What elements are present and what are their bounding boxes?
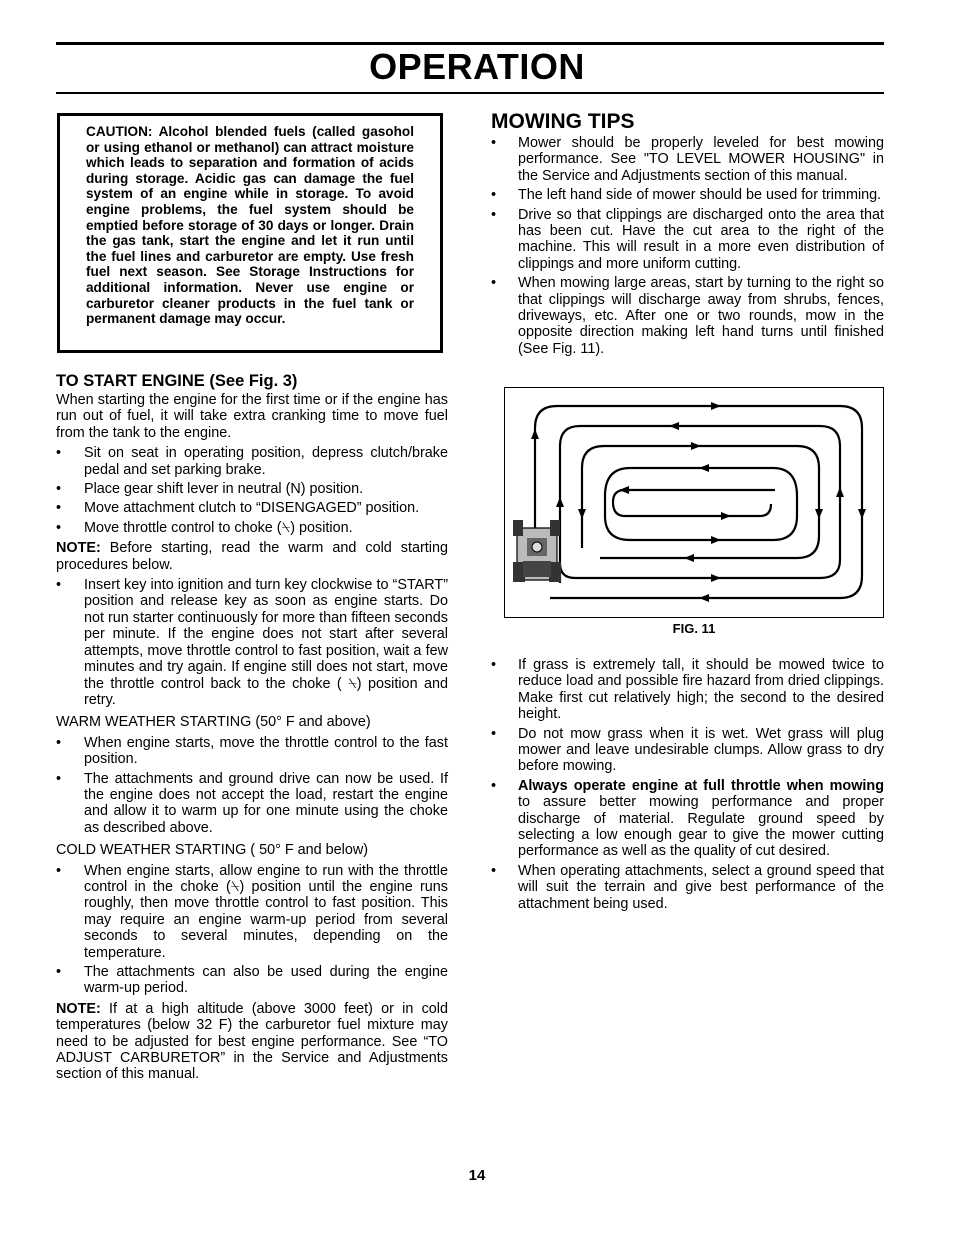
step-text: Move throttle control to choke (⍀) position.	[84, 519, 353, 536]
step-text: Sit on seat in operating position, depress clutch/brake pedal and set parking brake.	[84, 445, 448, 478]
list-item	[56, 481, 448, 497]
tip-text: to assure better mowing performance and proper discharge of material. Regulate ground speed by selecting a low enough gear to give the mower cutting performance as well as the quality of cut desired.	[518, 794, 884, 860]
note-paragraph	[56, 1001, 448, 1083]
bullet: •	[56, 577, 62, 594]
bullet: •	[56, 481, 62, 498]
fig-11-diagram	[504, 387, 884, 618]
bullet: •	[56, 964, 62, 980]
bullet: •	[56, 734, 62, 751]
bullet: •	[56, 445, 62, 462]
step-text: Move attachment clutch to “DISENGAGED” position.	[84, 500, 420, 517]
list-item	[56, 500, 448, 516]
bullet: •	[491, 187, 497, 204]
start-engine-heading: TO START ENGINE (See Fig. 3)	[56, 372, 298, 390]
bullet: •	[491, 206, 497, 223]
caution-box	[57, 113, 443, 353]
page-title: OPERATION	[369, 46, 585, 87]
tip-text: Do not mow grass when it is wet. Wet grass will plug mower and leave undesirable clumps. Allow grass to dry before mowing.	[518, 725, 884, 775]
page-number: 14	[468, 1167, 486, 1184]
cold-weather-heading: COLD WEATHER STARTING ( 50° F and below)	[56, 842, 369, 859]
step-text: The attachments and ground drive can now be used. If the engine does not accept the load, restart the engine and allow it to warm up for one minute using the choke as described above.	[84, 770, 448, 836]
insert-key-list	[56, 577, 448, 708]
list-item	[491, 135, 884, 184]
bullet: •	[56, 500, 62, 517]
note-text: Before starting, read the warm and cold starting procedures below.	[56, 540, 448, 573]
list-item	[491, 778, 884, 860]
third-path	[582, 446, 819, 558]
caution-text: CAUTION: Alcohol blended fuels (called gasohol or using ethanol or methanol) can attract moisture which leads to separation and formation of acids during storage. Acidic gas can damage the fuel system of an engine while in storage. To avoid engine problems, the fuel system should be emptied before storage of 30 days or longer. Drain the gas tank, start the engine and let it run until the fuel lines and carburetor are empty. Use fresh fuel next season. See Storage Instructions for additional information. Never use engine or carburetor cleaner products in the fuel tank or permanent damage may occur.	[86, 124, 414, 327]
fourth-path	[605, 468, 797, 540]
start-steps-list	[56, 445, 448, 536]
bullet: •	[56, 770, 62, 787]
step-text: Place gear shift lever in neutral (N) position.	[84, 481, 364, 498]
warm-steps-list	[56, 735, 448, 836]
tip-text: The left hand side of mower should be used for trimming.	[518, 187, 882, 204]
tip-text: Mower should be properly leveled for best mowing performance. See "TO LEVEL MOWER HOUSING" in the Service and Adjustments section of this manual.	[518, 135, 884, 184]
list-item	[491, 863, 884, 912]
tip-text: If grass is extremely tall, it should be mowed twice to reduce load and possible fire hazard from dried clippings. Make first cut relatively high; the second to the desired height.	[518, 657, 884, 723]
tip-bold-text: Always operate engine at full throttle when mowing	[518, 777, 884, 794]
list-item	[491, 657, 884, 723]
note-label: NOTE:	[56, 540, 101, 557]
bullet: •	[491, 777, 497, 794]
step-text: The attachments can also be used during the engine warm-up period.	[84, 964, 448, 997]
list-item	[491, 275, 884, 357]
inner-path	[613, 490, 775, 516]
mowing-tips-list-2	[491, 657, 884, 912]
step-text: When engine starts, allow engine to run with the throttle control in the choke (⍀) position until the engine runs roughly, then move throttle control to fast position. This may require an engine warm-up period from several seconds to several minutes, depending on the temperature.	[84, 862, 448, 961]
step-text: When engine starts, move the throttle control to the fast position.	[84, 734, 448, 768]
tip-text: When mowing large areas, start by turning to the right so that clippings will discharge away from shrubs, fences, driveways, etc. After one or two rounds, mow in the opposite direction making left hand turns until finished (See Fig. 11).	[518, 275, 884, 357]
mowing-pattern-diagram	[505, 388, 882, 616]
list-item	[56, 771, 448, 837]
list-item	[56, 863, 448, 961]
start-engine-intro: When starting the engine for the first time or if the engine has run out of fuel, it will take extra cranking time to move fuel from the tank to the engine.	[56, 392, 448, 441]
list-item	[491, 207, 884, 273]
bullet: •	[491, 862, 497, 879]
note-label: NOTE:	[56, 1000, 101, 1017]
tip-text: Drive so that clippings are discharged onto the area that has been cut. Have the cut area to the right of the machine. This will result in a more even distribution of clippings and more uniform cutting.	[518, 206, 884, 272]
step-text: Insert key into ignition and turn key clockwise to “START” position and release key as soon as engine starts. Do not run starter continuously for more than fifteen seconds per minute. If the engine does not start after several attempts, move throttle control to fast position, wait a few minutes and try again. If engine still does not start, move the throttle control back to the choke ( ⍀) position and retry.	[84, 577, 448, 708]
tip-text: When operating attachments, select a ground speed that will suit the terrain and give best performance of the attachment being used.	[518, 862, 884, 912]
bullet: •	[491, 725, 497, 742]
bullet: •	[491, 275, 497, 292]
list-item	[56, 577, 448, 708]
list-item	[56, 520, 448, 536]
mowing-tips-continued	[491, 657, 884, 916]
fig-caption: FIG. 11	[672, 621, 716, 636]
bullet: •	[56, 862, 62, 879]
mowing-tips-heading: MOWING TIPS	[491, 110, 635, 133]
mowing-tips-list	[491, 135, 884, 357]
list-item	[56, 964, 448, 997]
bullet: •	[56, 519, 62, 536]
warm-weather-heading: WARM WEATHER STARTING (50° F and above)	[56, 714, 371, 731]
note-paragraph	[56, 540, 448, 573]
cold-steps-list	[56, 863, 448, 997]
outer-path	[535, 406, 862, 598]
list-item	[491, 726, 884, 775]
title-underline	[56, 92, 884, 94]
start-engine-section	[56, 370, 448, 1087]
bullet: •	[491, 135, 497, 151]
list-item	[56, 445, 448, 478]
list-item	[491, 187, 884, 203]
mowing-tips-section	[491, 109, 884, 361]
bullet: •	[491, 657, 497, 673]
list-item	[56, 735, 448, 768]
tractor-icon	[513, 520, 561, 582]
note-text: If at a high altitude (above 3000 feet) or in cold temperatures (below 32 F) the carburetor fuel mixture may need to be adjusted for best engine performance. See “TO ADJUST CARBURETOR” in the Service and Adjustments section of this manual.	[56, 1000, 448, 1083]
